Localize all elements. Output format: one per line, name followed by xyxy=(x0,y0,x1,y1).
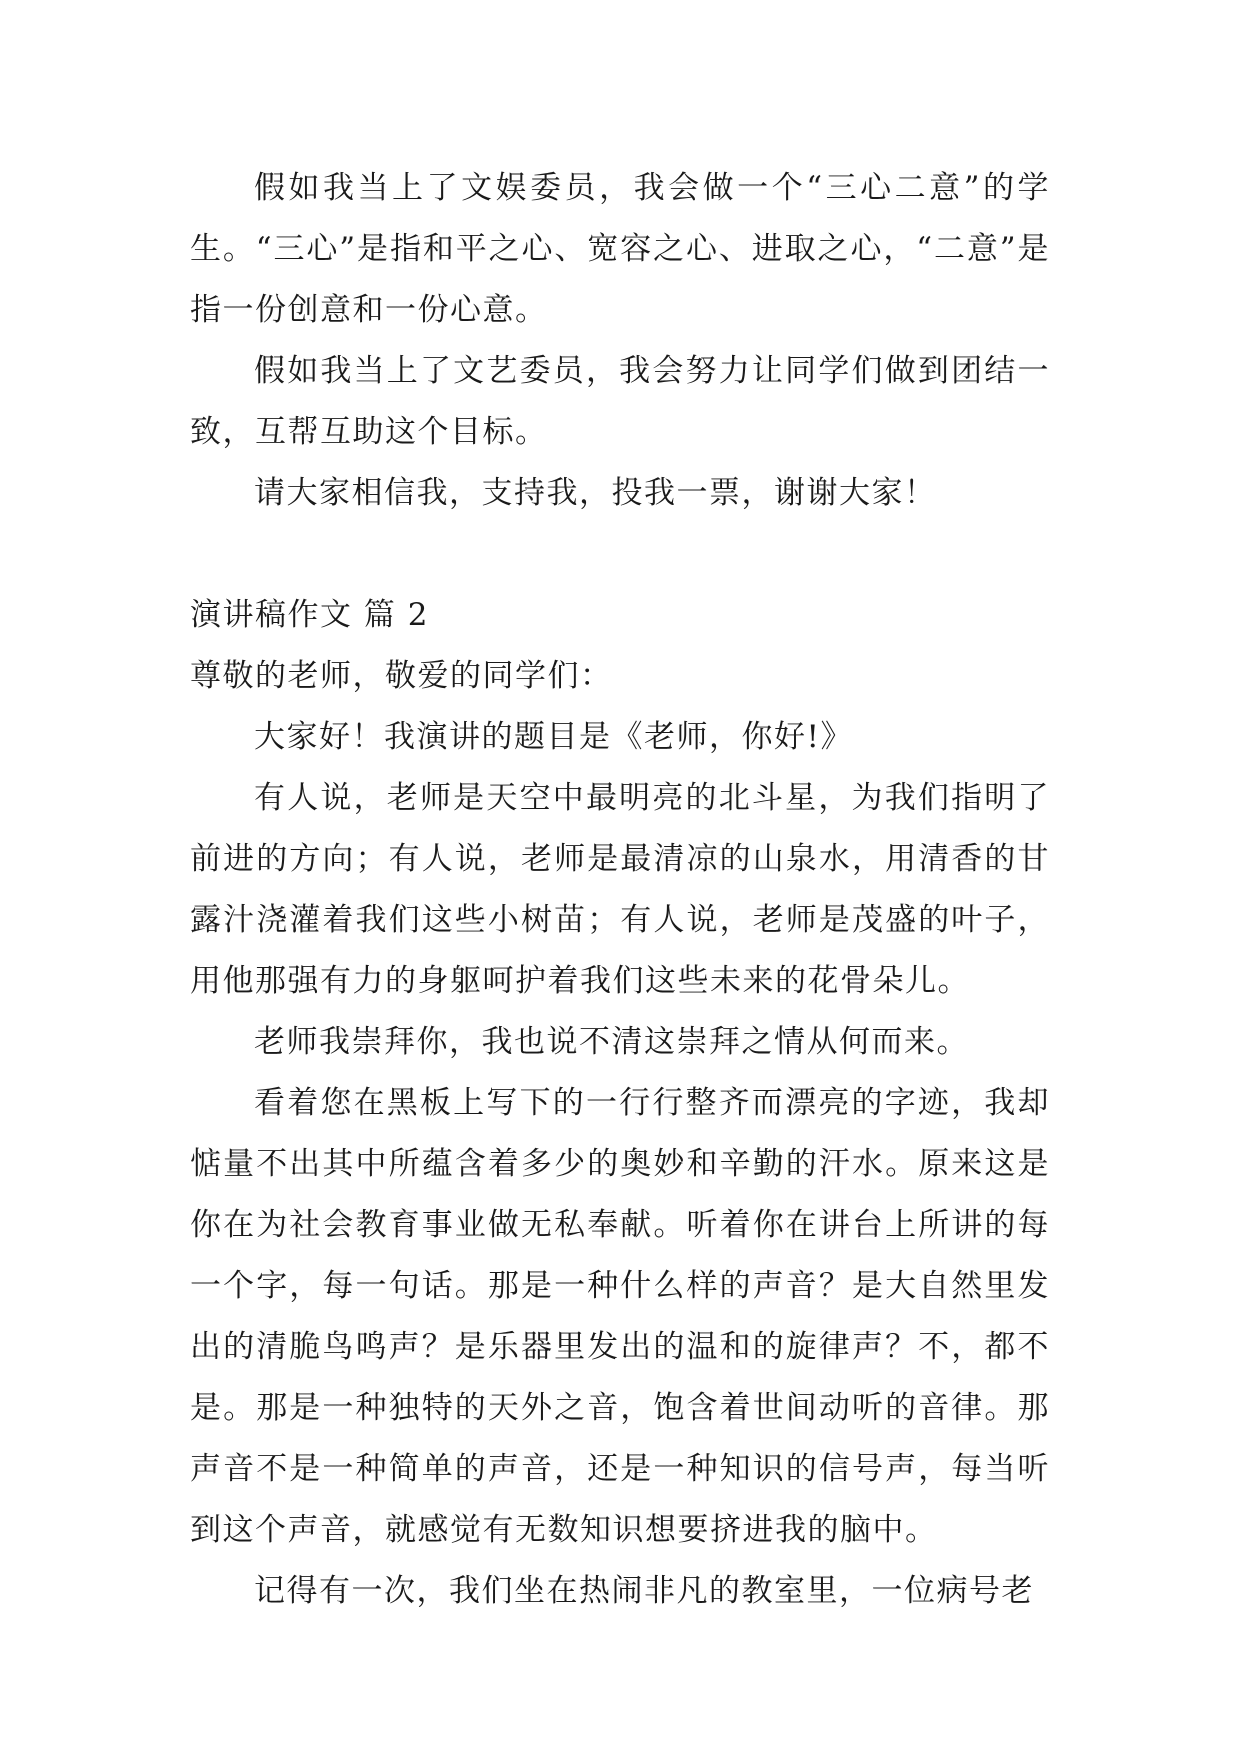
paragraph: 大家好！我演讲的题目是《老师，你好!》 xyxy=(254,719,853,755)
paragraph: 记得有一次，我们坐在热闹非凡的教室里，一位病号老 xyxy=(254,1573,1034,1609)
paragraph: 看着您在黑板上写下的一行行整齐而漂亮的字迹，我却惦量不出其中所蕴含着多少的奥妙和辛勤的汗水。原来这是你在为社会教育事业做无私奉献。听着你在讲台上所讲的每一个字，每一句话。那是一种什么样的声音？是大自然里发出的清脆鸟鸣声？是乐器里发出的温和的旋律声？不，都不是。那是一种独特的天外之音，饱含着世间动听的音律。那声音不是一种简单的声音，还是一种知识的信号声，每当听到这个声音，就感觉有无数知识想要挤进我的脑中。 xyxy=(190,1085,1050,1548)
section-spacer xyxy=(190,524,1050,585)
paragraph: 假如我当上了文娱委员，我会做一个“三心二意”的学生。“三心”是指和平之心、宽容之心、进取之心，“二意”是指一份创意和一份心意。 xyxy=(190,170,1050,328)
paragraph: 老师我崇拜你，我也说不清这崇拜之情从何而来。 xyxy=(254,1024,969,1060)
greeting: 尊敬的老师，敬爱的同学们： xyxy=(190,658,613,694)
section-title: 演讲稿作文 篇 2 xyxy=(190,597,429,633)
paragraph: 假如我当上了文艺委员，我会努力让同学们做到团结一致，互帮互助这个目标。 xyxy=(190,353,1050,450)
document-page xyxy=(190,158,1050,1622)
paragraph: 有人说，老师是天空中最明亮的北斗星，为我们指明了前进的方向；有人说，老师是最清凉的山泉水，用清香的甘露汁浇灌着我们这些小树苗；有人说，老师是茂盛的叶子，用他那强有力的身躯呵护着我们这些未来的花骨朵儿。 xyxy=(190,780,1050,999)
paragraph: 请大家相信我，支持我，投我一票，谢谢大家！ xyxy=(254,475,937,511)
